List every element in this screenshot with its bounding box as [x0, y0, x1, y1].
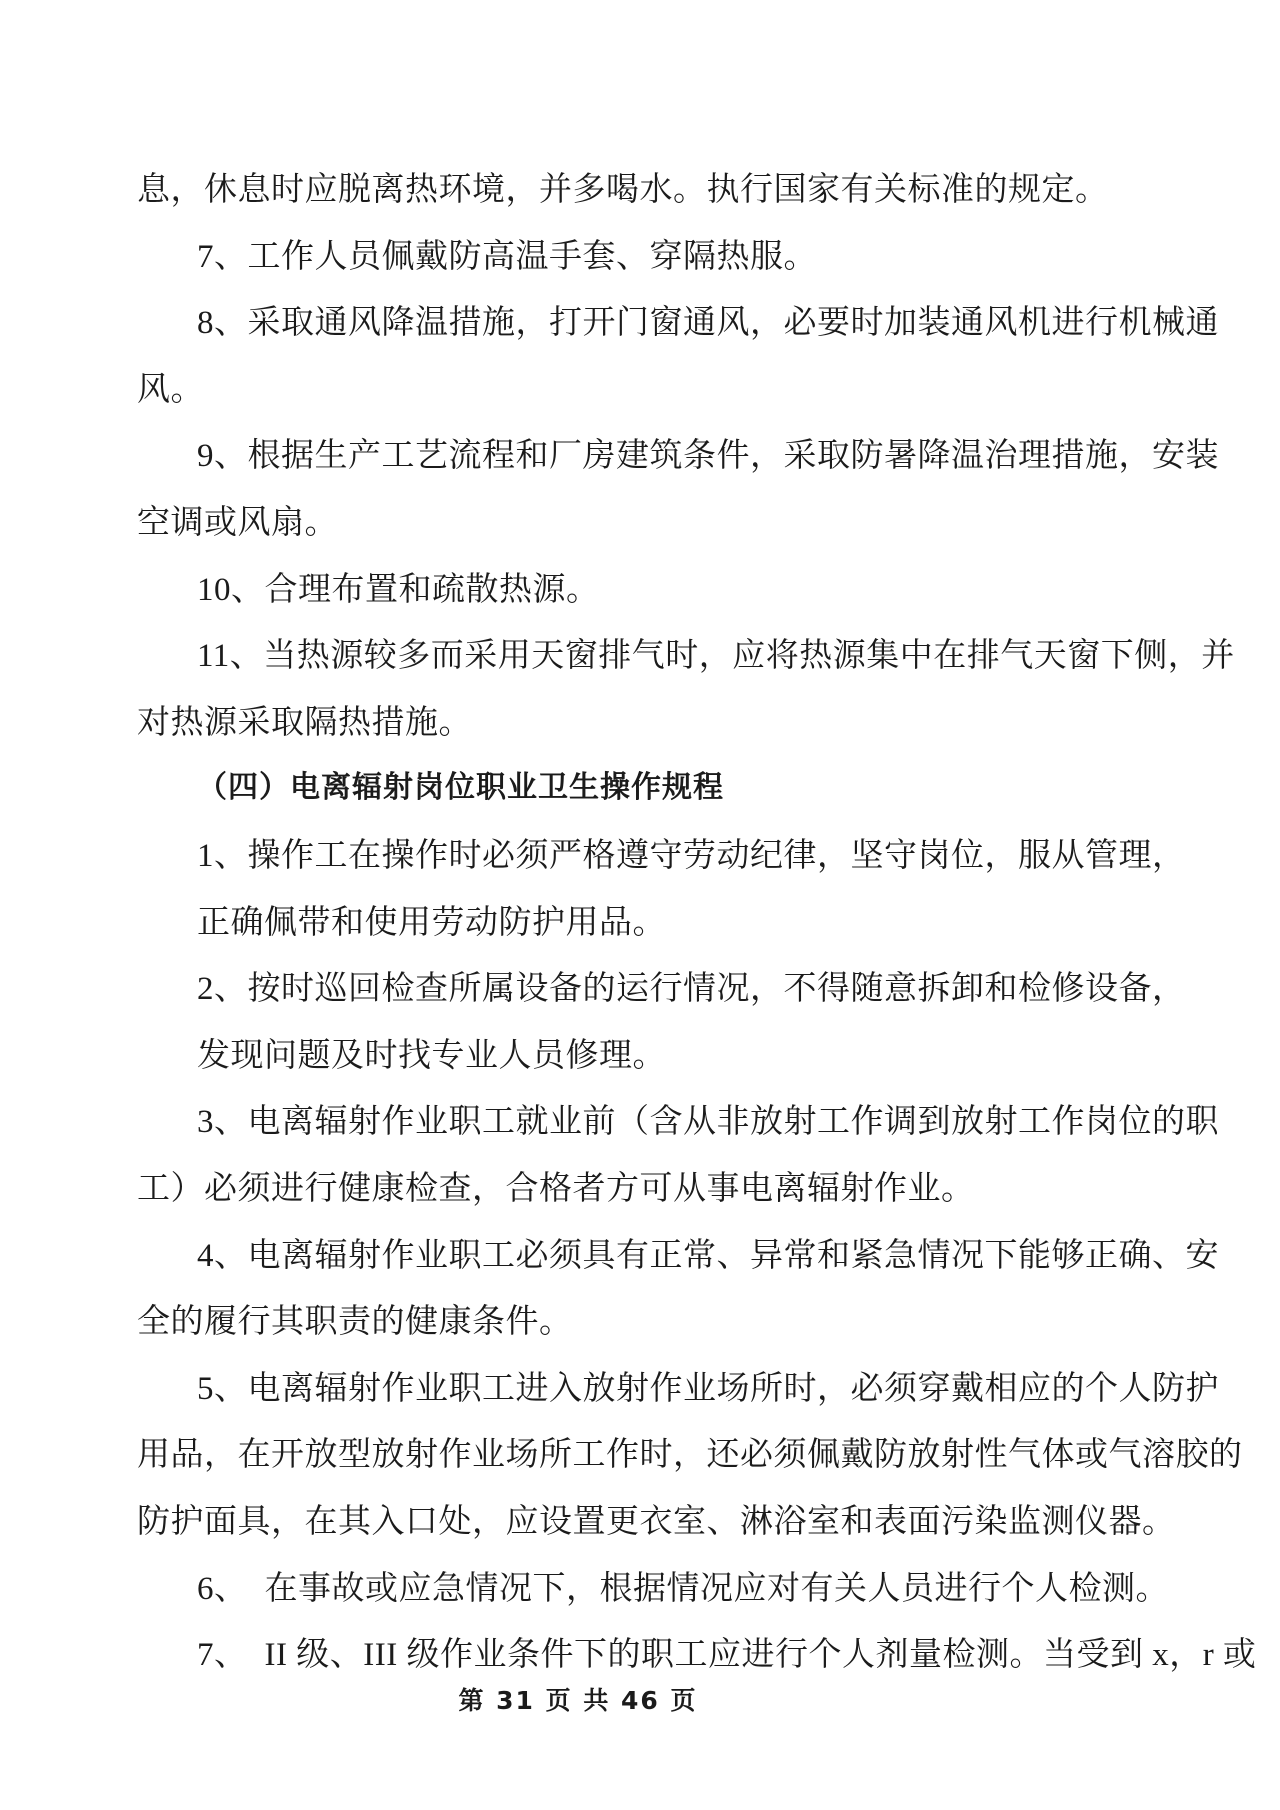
text-line: 3、电离辐射作业职工就业前（含从非放射工作调到放射工作岗位的职 — [197, 1104, 1219, 1140]
text-line: 6、 在事故或应急情况下，根据情况应对有关人员进行个人检测。 — [197, 1571, 1169, 1607]
text-line: 5、电离辐射作业职工进入放射作业场所时，必须穿戴相应的个人防护 — [197, 1371, 1219, 1407]
text-line: 正确佩带和使用劳动防护用品。 — [197, 905, 666, 941]
text-line: 空调或风扇。 — [137, 505, 338, 541]
text-line: 4、电离辐射作业职工必须具有正常、异常和紧急情况下能够正确、安 — [197, 1238, 1219, 1274]
text-line: 工）必须进行健康检查，合格者方可从事电离辐射作业。 — [137, 1171, 975, 1207]
text-line: 息，休息时应脱离热环境，并多喝水。执行国家有关标准的规定。 — [137, 172, 1109, 208]
text-line: 9、根据生产工艺流程和厂房建筑条件，采取防暑降温治理措施，安装 — [197, 438, 1219, 474]
text-line: 7、 II 级、III 级作业条件下的职工应进行个人剂量检测。当受到 x，r 或 — [197, 1637, 1257, 1673]
section-heading: （四）电离辐射岗位职业卫生操作规程 — [197, 770, 724, 805]
text-line: 10、合理布置和疏散热源。 — [197, 572, 600, 608]
text-line: 用品，在开放型放射作业场所工作时，还必须佩戴防放射性气体或气溶胶的 — [137, 1437, 1243, 1473]
page-footer: 第 31 页 共 46 页 — [458, 1686, 698, 1715]
text-line: 7、工作人员佩戴防高温手套、穿隔热服。 — [197, 239, 817, 275]
text-line: 防护面具，在其入口处，应设置更衣室、淋浴室和表面污染监测仪器。 — [137, 1504, 1176, 1540]
text-line: 2、按时巡回检查所属设备的运行情况，不得随意拆卸和检修设备， — [197, 971, 1186, 1007]
text-line: 对热源采取隔热措施。 — [137, 705, 472, 741]
text-line: 8、采取通风降温措施，打开门窗通风，必要时加装通风机进行机械通 — [197, 305, 1219, 341]
text-line: 11、当热源较多而采用天窗排气时，应将热源集中在排气天窗下侧，并 — [197, 638, 1235, 674]
text-line: 1、操作工在操作时必须严格遵守劳动纪律，坚守岗位，服从管理， — [197, 838, 1186, 874]
text-line: 风。 — [137, 372, 204, 408]
text-line: 发现问题及时找专业人员修理。 — [197, 1038, 666, 1074]
text-line: 全的履行其职责的健康条件。 — [137, 1304, 573, 1340]
